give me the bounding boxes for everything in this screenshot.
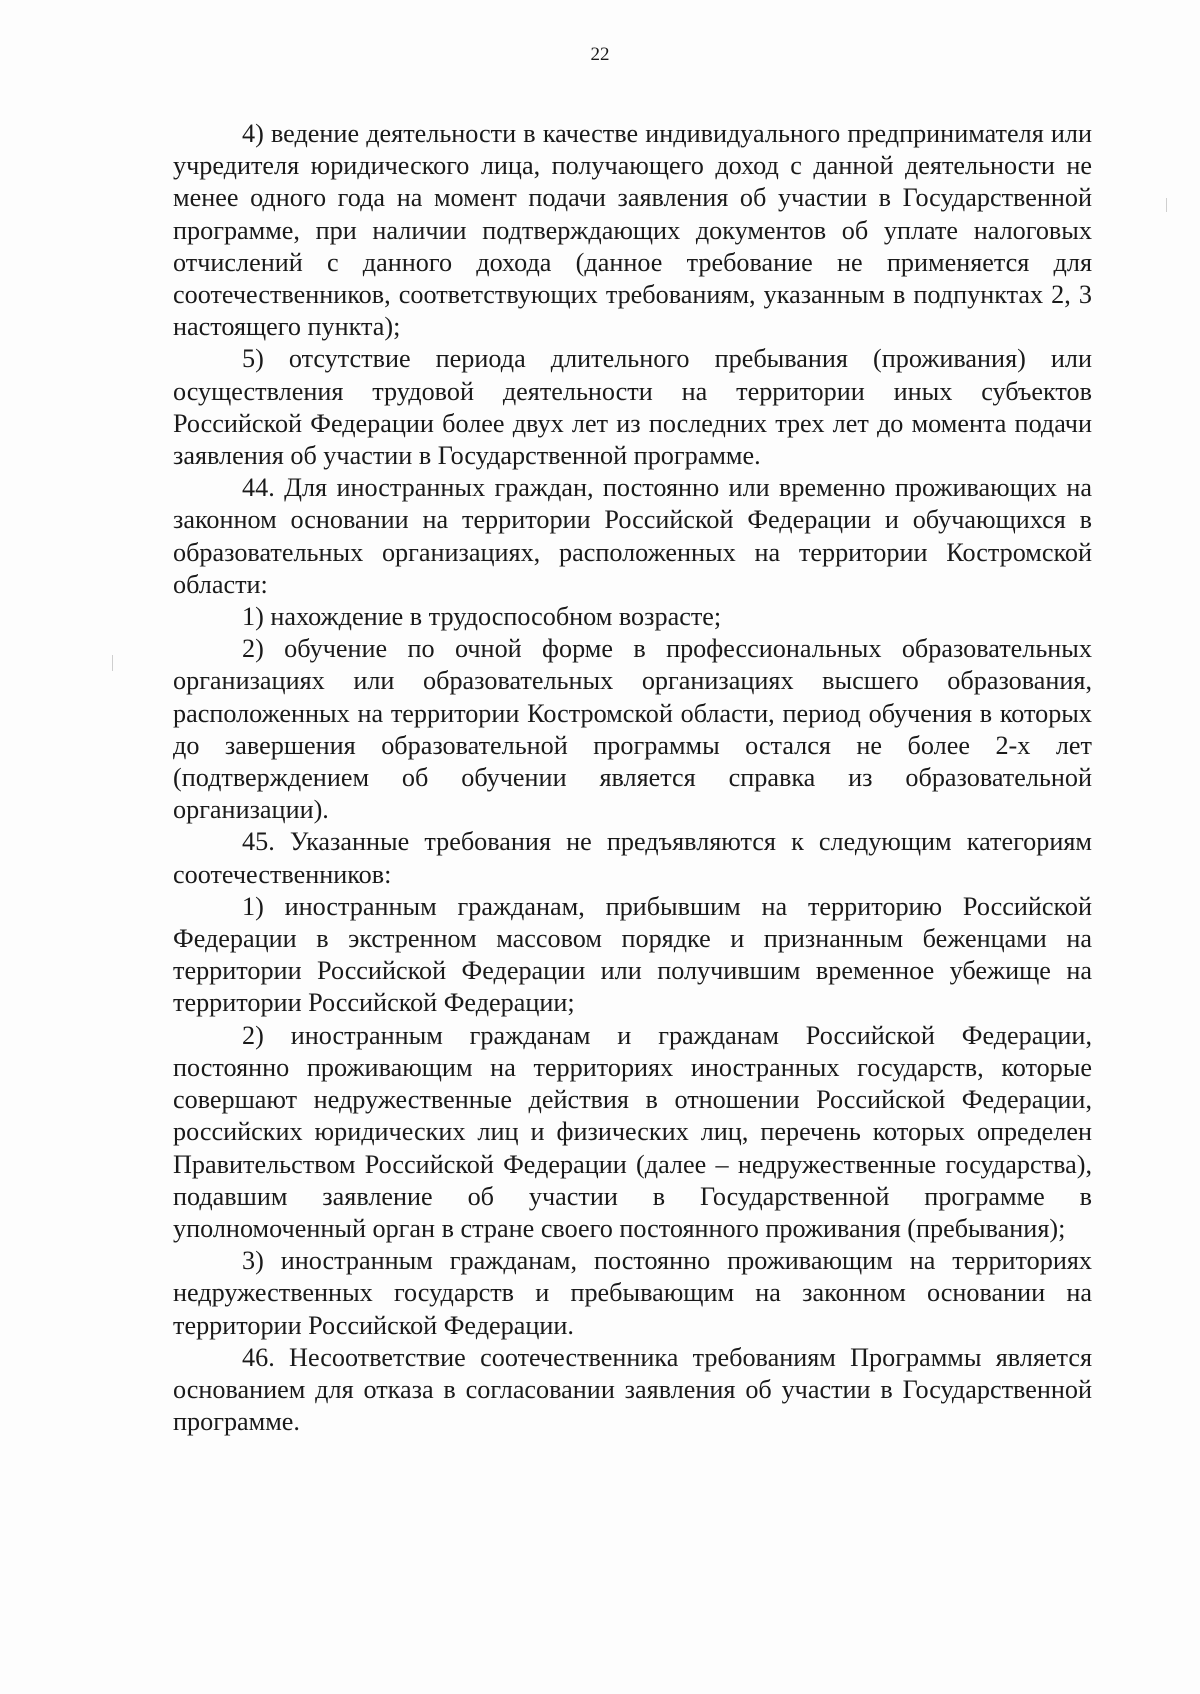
paragraph-point-44: 44. Для иностранных граждан, постоянно или временно проживающих на законном основании на территории Российской Федерации и обучающихся в образовательных организациях, расположенных на территории Костромской области:: [173, 473, 1092, 599]
scan-artifact-mark: [1166, 198, 1167, 212]
paragraph-item-45-2: 2) иностранным гражданам и гражданам Российской Федерации, постоянно проживающим на территориях иностранных государств, которые совершают недружественные действия в отношении Российской Федерации, российских юридических лиц и физических лиц, перечень которых определен Правительством Российской Федерации (далее – недружественные государства), подавшим заявление об участии в Государственной программе в уполномоченный орган в стране своего постоянного проживания (пребывания);: [173, 1020, 1092, 1243]
paragraph-point-45: 45. Указанные требования не предъявляются к следующим категориям соотечественников:: [173, 827, 1092, 889]
paragraph-item-44-1: 1) нахождение в трудоспособном возрасте;: [242, 602, 722, 632]
document-body: [173, 118, 1092, 1438]
paragraph-item-45-1: 1) иностранным гражданам, прибывшим на территорию Российской Федерации в экстренном массовом порядке и признанным беженцами на территории Российской Федерации или получившим временное убежище на территории Российской Федерации;: [173, 891, 1092, 1018]
paragraph-point-46: 46. Несоответствие соотечественника требованиям Программы является основанием для отказа в согласовании заявления об участии в Государственной программе.: [173, 1342, 1092, 1437]
paragraph-item-5: 5) отсутствие периода длительного пребывания (проживания) или осуществления трудовой деятельности на территории иных субъектов Российской Федерации более двух лет из последних трех лет до момента подачи заявления об участии в Государственной программе.: [173, 344, 1092, 471]
scan-artifact-mark: [112, 655, 113, 671]
paragraph-item-45-3: 3) иностранным гражданам, постоянно проживающим на территориях недружественных государств и пребывающим на законном основании на территории Российской Федерации.: [173, 1246, 1092, 1340]
paragraph-item-4: 4) ведение деятельности в качестве индивидуального предпринимателя или учредителя юридического лица, получающего доход с данной деятельности не менее одного года на момент подачи заявления об участии в Государственной программе, при наличии подтверждающих документов об уплате налоговых отчислений с данного дохода (данное требование не применяется для соотечественников, соответствующих требованиям, указанным в подпунктах 2, 3 настоящего пункта);: [173, 119, 1092, 342]
paragraph-item-44-2: 2) обучение по очной форме в профессиональных образовательных организациях или образовательных организациях высшего образования, расположенных на территории Костромской области, период обучения в которых до завершения образовательной программы остался не более 2-х лет (подтверждением об обучении является справка из образовательной организации).: [173, 634, 1092, 825]
page-number: 22: [590, 44, 610, 65]
